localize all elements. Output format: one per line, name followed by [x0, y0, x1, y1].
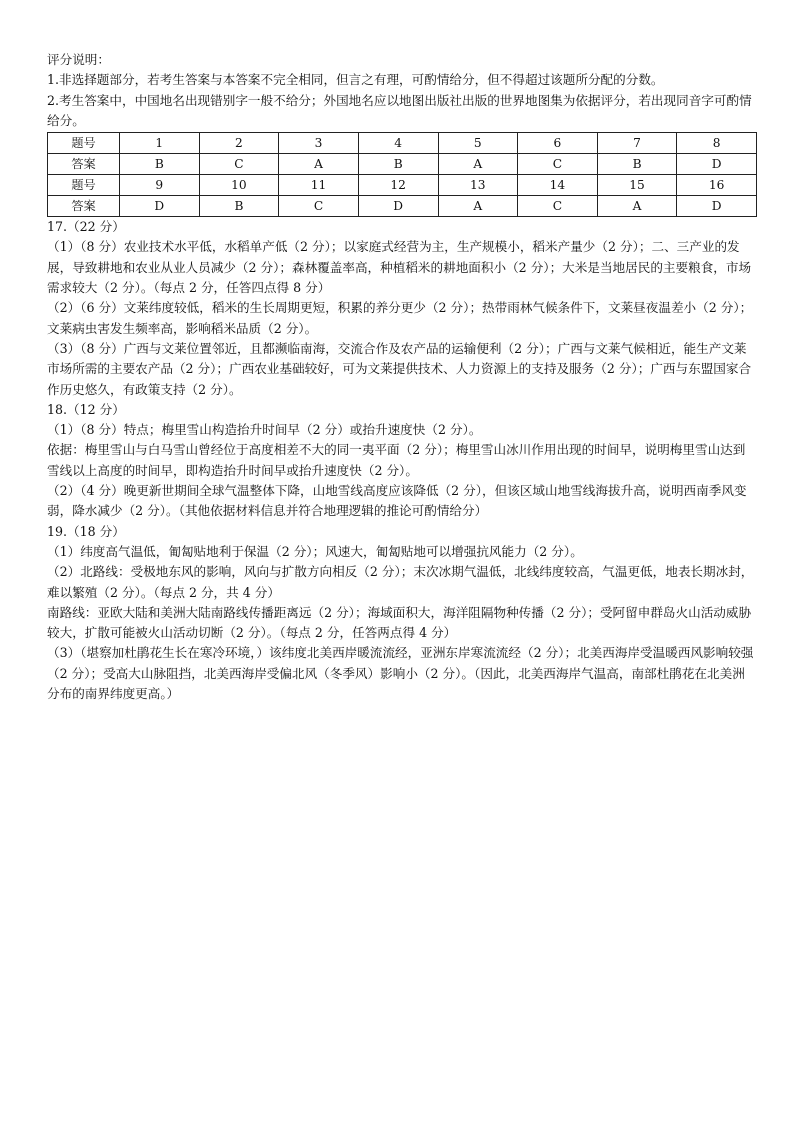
note-item-1: 1.非选择题部分，若考生答案与本答案不完全相同，但言之有理，可酌情给分，但不得超过该题所分配的分数。	[47, 72, 664, 88]
notes-title: 评分说明：	[47, 52, 110, 67]
table-row	[48, 154, 757, 175]
table-cell: 8	[677, 133, 757, 154]
table-cell: 5	[438, 133, 518, 154]
table-cell: D	[358, 196, 438, 217]
q19-part2-south: 南路线：亚欧大陆和美洲大陆南路线传播距离远（2 分）；海域面积大，海洋阻隔物种传播（2 分）；受阿留申群岛火山活动威胁较大，扩散可能被火山活动切断（2 分）。（每点 2 分，任答两点得 4 分）	[47, 604, 752, 641]
q17-heading: 17.（22 分）	[47, 219, 125, 235]
table-row-label: 答案	[48, 154, 120, 175]
table-cell: 12	[358, 175, 438, 196]
table-cell: 9	[120, 175, 200, 196]
answer-document	[47, 50, 757, 704]
table-cell: B	[597, 154, 677, 175]
table-cell: 2	[199, 133, 279, 154]
table-cell: A	[438, 196, 518, 217]
q19-part1: （1）纬度高气温低，匍匐贴地利于保温（2 分）；风速大，匍匐贴地可以增强抗风能力（2 分）。	[47, 543, 583, 559]
table-cell: D	[677, 196, 757, 217]
table-cell: C	[518, 154, 598, 175]
q17-part3: （3）（8 分）广西与文莱位置邻近，且都濒临南海，交流合作及农产品的运输便利（2 分）；广西与文莱气候相近，能生产文莱市场所需的主要农产品（2 分）；广西农业基础较好，可为文莱提供技术、人力资源上的支持及服务（2 分）；广西与东盟国家合作历史悠久，有政策支持（2 分）。	[47, 340, 752, 397]
q18-part2: （2）（4 分）晚更新世期间全球气温整体下降，山地雪线高度应该降低（2 分），但该区域山地雪线海拔升高，说明西南季风变弱，降水减少（2 分）。（其他依据材料信息并符合地理逻辑的推论可酌情给分）	[47, 483, 747, 519]
table-cell: 13	[438, 175, 518, 196]
table-cell: 4	[358, 133, 438, 154]
q18-basis: 依据：梅里雪山与白马雪山曾经位于高度相差不大的同一夷平面（2 分）；梅里雪山冰川作用出现的时间早，说明梅里雪山达到雪线以上高度的时间早，即构造抬升时间早或抬升速度快（2 分）。	[47, 442, 746, 478]
q17-part2: （2）（6 分）文莱纬度较低，稻米的生长周期更短，积累的养分更少（2 分）；热带雨林气候条件下，文莱昼夜温差小（2 分）；文莱病虫害发生频率高，影响稻米品质（2 分）。	[47, 300, 753, 336]
table-cell: C	[279, 196, 359, 217]
table-cell: 15	[597, 175, 677, 196]
table-cell: 1	[120, 133, 200, 154]
table-cell: C	[199, 154, 279, 175]
table-cell: 14	[518, 175, 598, 196]
q19-part3: （3）（堪察加杜鹃花生长在寒冷环境，）该纬度北美西岸暖流流经，亚洲东岸寒流流经（2 分）；北美西海岸受温暖西风影响较强（2 分）；受高大山脉阻挡，北美西海岸受偏北风（冬季风）影响小（2 分）。（因此，北美西海岸气温高，南部杜鹃花在北美洲分布的南界纬度更高。）	[47, 645, 754, 702]
table-cell: 11	[279, 175, 359, 196]
note-item-2: 2.考生答案中，中国地名出现错别字一般不给分；外国地名应以地图出版社出版的世界地图集为依据评分，若出现同音字可酌情给分。	[47, 92, 752, 128]
table-cell: 10	[199, 175, 279, 196]
table-row	[48, 175, 757, 196]
table-cell: 3	[279, 133, 359, 154]
q18-part1: （1）（8 分）特点；梅里雪山构造抬升时间早（2 分）或抬升速度快（2 分）。	[47, 422, 482, 438]
table-cell: A	[597, 196, 677, 217]
table-cell: D	[120, 196, 200, 217]
table-row-label: 题号	[48, 175, 120, 196]
q17-part1: （1）（8 分）农业技术水平低，水稻单产低（2 分）；以家庭式经营为主，生产规模小，稻米产量少（2 分）；二、三产业的发展，导致耕地和农业从业人员减少（2 分）；森林覆盖率高，种植稻米的耕地面积小（2 分）；大米是当地居民的主要粮食，市场需求较大（2 分）。（每点 2 分，任答四点得 8 分）	[47, 239, 752, 296]
answer-table	[47, 132, 757, 217]
q18-heading: 18.（12 分）	[47, 401, 125, 417]
table-row	[48, 133, 757, 154]
table-row	[48, 196, 757, 217]
q19-heading: 19.（18 分）	[47, 523, 125, 539]
table-row-label: 答案	[48, 196, 120, 217]
table-cell: 7	[597, 133, 677, 154]
table-cell: B	[120, 154, 200, 175]
table-cell: 6	[518, 133, 598, 154]
table-cell: A	[279, 154, 359, 175]
table-cell: A	[438, 154, 518, 175]
table-row-label: 题号	[48, 133, 120, 154]
table-cell: B	[199, 196, 279, 217]
q19-part2-north: （2）北路线：受极地东风的影响，风向与扩散方向相反（2 分）；末次冰期气温低，北线纬度较高，气温更低，地表长期冰封，难以繁殖（2 分）。（每点 2 分，共 4 分）	[47, 564, 754, 600]
table-cell: D	[677, 154, 757, 175]
table-cell: C	[518, 196, 598, 217]
table-cell: B	[358, 154, 438, 175]
table-cell: 16	[677, 175, 757, 196]
